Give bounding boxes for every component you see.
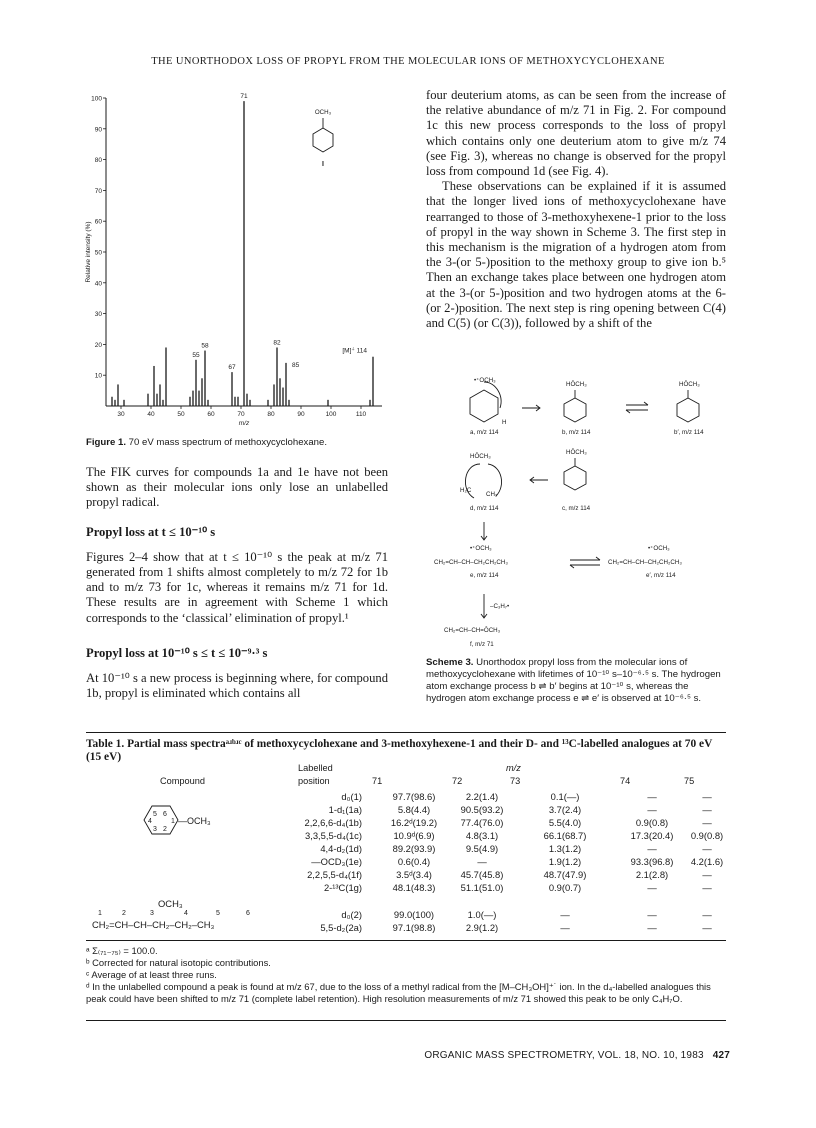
x-tick-label: 90 [297, 411, 305, 418]
intensity-cell: 48.7(47.9) [543, 869, 587, 880]
intensity-cell: 93.3(96.8) [630, 856, 674, 867]
paragraph-right-1: four deuterium atoms, as can be seen from the increase of the relative abundance of m/z 71 in Fig. 2. For compound 1c this new process corresponds to the loss of propyl which contains only one deuterium atom to give m/z 74 (see Fig. 3), whereas no change is observed for the propyl loss from compound 1d (see Fig. 4). [426, 88, 726, 179]
paragraph-right-2: These observations can be explained if it is assumed that the longer lived ions of methoxycyclohexane have rearranged to those of 3-methoxyhexene-1 prior to the loss of propyl in the way shown in Scheme 3. The first step in this mechanism is the migration of a hydrogen atom from the 3-(or 5-)position to the methoxy group to give ion b.⁵ Then an exchange takes place between one hydrogen atom at the 3-(or 5-)position and two hydrogen atoms at the 6-(or 2-)position. The next step is ring opening between C(4) and C(5) (or C(3)), followed by a shift of the [426, 179, 726, 331]
intensity-cell: 1.9(1.2) [548, 856, 582, 867]
table-footnotes [86, 945, 726, 1005]
intensity-cell: — [702, 882, 712, 893]
ring-a [470, 390, 498, 422]
footnote-a: ᵃ Σ₍₇₁₋₇₅₎ = 100.0. [86, 945, 158, 956]
label-e-top: •⁺OCH₃ [470, 545, 492, 552]
ring-number-5: 5 [153, 811, 157, 818]
intensity-cell: 5.5(4.0) [548, 817, 582, 828]
intensity-cell: 90.5(93.2) [460, 804, 504, 815]
ring-number-1: 1 [171, 818, 175, 825]
x-tick-label: 40 [147, 411, 155, 418]
labelled-position-cell: d₀(1) [341, 791, 362, 802]
table-bottom-rule [86, 940, 726, 941]
label-c-caption: c, m/z 114 [562, 505, 591, 512]
intensity-cell: 0.9(0.8) [690, 830, 724, 841]
page-number: 427 [712, 1050, 730, 1061]
label-ep-top: •⁺OCH₃ [648, 545, 670, 552]
peak-label: 82 [273, 339, 281, 347]
table-1-title: Table 1. Partial mass spectraᵃʴᵇʴᶜ of methoxycyclohexane and 3-methoxyhexene-1 and their D- and ¹³C-labelled analogues at 70 eV (15 eV) [86, 738, 713, 763]
labelled-position-cell: 3,3,5,5-d₄(1c) [305, 830, 362, 841]
label-f-chain: CH₂=CH–CH=ÔCH₃ [444, 627, 501, 634]
label-bp-top: HÔCH₃ [679, 381, 700, 388]
intensity-cell: 0.1(—) [550, 791, 580, 802]
footnote-c: ᶜ Average of at least three runs. [86, 969, 217, 980]
x-tick-label: 30 [117, 411, 125, 418]
figure-1-chart [78, 88, 388, 427]
header-mz-71: 71 [372, 776, 383, 786]
intensity-cell: 0.6(0.4) [397, 856, 431, 867]
compound-cell [86, 829, 236, 842]
peak-label: 71 [240, 93, 248, 101]
peak-label: 67 [228, 364, 236, 372]
label-ch2: CH₂ [486, 491, 498, 498]
label-f-caption: f, m/z 71 [470, 641, 494, 648]
footnote-bottom-rule [86, 1020, 726, 1021]
compound-cell [86, 855, 236, 868]
label-e-caption: e, m/z 114 [470, 572, 499, 579]
labelled-position-cell: 2,2,5,5-d₄(1f) [307, 869, 362, 880]
compound-cell [86, 868, 236, 881]
label-d-caption: d, m/z 114 [470, 505, 499, 512]
paragraph-propyl-loss-2: At 10⁻¹⁰ s a new process is beginning where, for compound 1b, propyl is eliminated which contains all [86, 671, 388, 701]
intensity-cell: 77.4(76.0) [460, 817, 504, 828]
table-top-rule [86, 732, 726, 733]
intensity-cell: 45.7(45.8) [460, 869, 504, 880]
intensity-cell: — [647, 882, 657, 893]
intensity-cell: — [477, 856, 487, 867]
table-row [86, 908, 730, 921]
chart-axes [85, 96, 382, 428]
labelled-position-cell: 4,4-d₂(1d) [320, 843, 362, 854]
running-header: THE UNORTHODOX LOSS OF PROPYL FROM THE MOLECULAR IONS OF METHOXYCYCLOHEXANE [151, 56, 665, 67]
table-row [86, 816, 730, 829]
intensity-cell: 2.9(1.2) [465, 922, 499, 933]
table-row [86, 790, 730, 803]
label-a-caption: a, m/z 114 [470, 429, 499, 436]
intensity-cell: — [647, 791, 657, 802]
chart-bars [112, 101, 373, 406]
ring-substituent: —OCH₃ [178, 816, 211, 826]
chain-number-2: 2 [122, 910, 126, 917]
header-mz: m/z [506, 763, 521, 773]
label-e-chain: CH₂=CH–CH–CH₂CH₂CH₃ [434, 559, 508, 566]
chain-number-3: 3 [150, 910, 154, 917]
table-row [86, 829, 730, 842]
x-tick-label: 60 [207, 411, 215, 418]
table-row [86, 868, 730, 881]
label-c-top: HÔCH₃ [566, 449, 587, 456]
y-tick-label: 50 [94, 249, 102, 257]
ring-b [564, 398, 586, 422]
intensity-cell: — [702, 817, 712, 828]
intensity-cell: — [702, 843, 712, 854]
compound-cell [86, 816, 236, 829]
table-1-block-2 [86, 908, 730, 934]
compound-cell [86, 803, 236, 816]
table-row [86, 842, 730, 855]
intensity-cell: 1.3(1.2) [548, 843, 582, 854]
methoxycyclohexane-structure [313, 118, 333, 152]
x-tick-label: 50 [177, 411, 185, 418]
page-footer [424, 1050, 730, 1061]
y-tick-label: 20 [94, 341, 102, 349]
intensity-cell: 3.5ᵈ(3.4) [396, 869, 432, 880]
y-tick-label: 10 [94, 372, 102, 380]
compound-cell [86, 908, 236, 921]
intensity-cell: 97.7(98.6) [392, 791, 436, 802]
intensity-cell: 0.9(0.8) [635, 817, 669, 828]
label-ep-caption: e′, m/z 114 [646, 572, 676, 579]
labelled-position-cell: d₀(2) [341, 909, 362, 920]
peak-label: 85 [292, 361, 300, 369]
intensity-cell: — [702, 804, 712, 815]
compound-label: I [322, 161, 324, 168]
paragraph-fik: The FIK curves for compounds 1a and 1e have not been shown as their molecular ions only lose an unlabelled propyl radical. [86, 465, 388, 510]
right-column [426, 88, 726, 331]
intensity-cell: 4.2(1.6) [690, 856, 724, 867]
intensity-cell: — [647, 909, 657, 920]
intensity-cell: — [647, 804, 657, 815]
intensity-cell: 16.2ᵈ(19.2) [390, 817, 438, 828]
labelled-position-cell: 2,2,6,6-d₄(1b) [304, 817, 362, 828]
ring-number-6: 6 [163, 811, 167, 818]
intensity-cell: 4.8(3.1) [465, 830, 499, 841]
compound-cell [86, 921, 236, 934]
ring-number-3: 3 [153, 826, 157, 833]
y-tick-label: 100 [91, 95, 102, 103]
compound-cell [86, 842, 236, 855]
chart-labels [192, 93, 367, 371]
table-row [86, 881, 730, 894]
intensity-cell: — [702, 791, 712, 802]
intensity-cell: 66.1(68.7) [543, 830, 587, 841]
peak-label: 55 [192, 351, 200, 359]
intensity-cell: 2.2(1.4) [465, 791, 499, 802]
intensity-cell: — [702, 869, 712, 880]
chain-och3: OCH₃ [158, 898, 183, 909]
header-mz-72: 72 [452, 776, 463, 786]
compound-cell [86, 790, 236, 803]
intensity-cell: — [702, 909, 712, 920]
y-tick-label: 80 [94, 157, 102, 165]
label-bp-caption: b′, m/z 114 [674, 429, 704, 436]
table-row [86, 803, 730, 816]
y-tick-label: 90 [94, 126, 102, 134]
peak-label: [M]⁺̇ 114 [342, 347, 367, 355]
figure-1-caption: Figure 1. 70 eV mass spectrum of methoxycyclohexane. [86, 437, 328, 448]
labelled-position-cell: —OCD₃(1e) [311, 856, 362, 867]
header-labelled: Labelled [298, 763, 333, 773]
ring-b-prime [677, 398, 699, 422]
table-1-block-1 [86, 790, 730, 894]
structure-label: OCH₃ [314, 109, 332, 116]
header-mz-73: 73 [510, 776, 521, 786]
heading-propyl-loss-2: Propyl loss at 10⁻¹⁰ s ≤ t ≤ 10⁻⁹·³ s [86, 645, 268, 660]
label-b-caption: b, m/z 114 [562, 429, 591, 436]
ring-number-4: 4 [148, 818, 152, 825]
chain-number-6: 6 [246, 910, 250, 917]
y-tick-label: 70 [94, 187, 102, 195]
intensity-cell: 5.8(4.4) [397, 804, 431, 815]
intensity-cell: — [702, 922, 712, 933]
intensity-cell: 9.5(4.9) [465, 843, 499, 854]
scheme-3-diagram [430, 372, 730, 654]
intensity-cell: 2.1(2.8) [635, 869, 669, 880]
table-row [86, 855, 730, 868]
label-h3c: H₂C [460, 487, 472, 494]
intensity-cell: 10.9ᵈ(6.9) [393, 830, 435, 841]
intensity-cell: — [647, 922, 657, 933]
label-loss: –C₃H₇• [490, 603, 510, 610]
x-tick-label: 110 [355, 411, 367, 418]
label-d-top: HÔCH₃ [470, 453, 491, 460]
heading-propyl-loss-1: Propyl loss at t ≤ 10⁻¹⁰ s [86, 524, 216, 539]
peak-label: 58 [201, 342, 209, 350]
table-row [86, 921, 730, 934]
x-tick-label: 80 [267, 411, 275, 418]
y-tick-label: 60 [94, 218, 102, 226]
intensity-cell: 99.0(100) [393, 909, 435, 920]
ring-c [564, 466, 586, 490]
intensity-cell: 48.1(48.3) [392, 882, 436, 893]
label-h: H [502, 419, 507, 426]
header-compound: Compound [160, 776, 205, 786]
intensity-cell: — [647, 843, 657, 854]
intensity-cell: — [560, 922, 570, 933]
intensity-cell: 0.9(0.7) [548, 882, 582, 893]
label-a-top: •⁺OCH₃ [474, 377, 496, 384]
x-tick-label: 100 [325, 411, 337, 418]
y-tick-label: 40 [94, 280, 102, 288]
intensity-cell: 89.2(93.9) [392, 843, 436, 854]
label-b-top: HÔCH₃ [566, 381, 587, 388]
x-axis-label: m/z [238, 420, 250, 427]
paragraph-propyl-loss-1: Figures 2–4 show that at t ≤ 10⁻¹⁰ s the peak at m/z 71 generated from 1 shifts almost completely to m/z 72 for 1b and to m/z 73 for 1c, whereas it remains m/z 71 for 1d. These results are in agreement with Scheme 1 which corresponds to the ‘classical’ elimination of propyl.¹ [86, 549, 388, 625]
intensity-cell: 17.3(20.4) [630, 830, 674, 841]
header-mz-74: 74 [620, 776, 631, 786]
label-ep-chain: CH₂=CH–CH–CH₂CH₂CH₃ [608, 559, 682, 566]
x-tick-label: 70 [237, 411, 245, 418]
labelled-position-cell: 5,5-d₂(2a) [320, 922, 362, 933]
header-position: position [298, 776, 330, 786]
compound-cell [86, 881, 236, 894]
intensity-cell: 51.1(51.0) [460, 882, 504, 893]
footnote-b: ᵇ Corrected for natural isotopic contributions. [86, 957, 271, 968]
footnote-d: ᵈ In the unlabelled compound a peak is found at m/z 67, due to the loss of a methyl radical from the [M–CH₃OH]⁺˙ ion. In the d₄-labelled analogues this peak could have been shifted to m/z 71 (complete label retention). High resolution measurements of m/z 71 showed this peak to be only C₄H₇O. [86, 981, 711, 1004]
chain-number-4: 4 [184, 910, 188, 917]
scheme-3-caption: Scheme 3. Unorthodox propyl loss from the molecular ions of methoxycyclohexane with lifetimes of 10⁻¹⁰ s–10⁻⁶·⁵ s. The hydrogen atom exchange process b ⇌ b′ begins at 10⁻¹⁰ s, whereas the hydrogen atom exchange process e ⇌ e′ is observed at 10⁻⁶·⁵ s. [426, 657, 721, 704]
intensity-cell: — [560, 909, 570, 920]
chain-number-5: 5 [216, 910, 220, 917]
labelled-position-cell: 1-d₁(1a) [328, 804, 362, 815]
chain-formula: CH₂=CH–CH–CH₂–CH₂–CH₃ [92, 919, 215, 930]
intensity-cell: 1.0(—) [467, 909, 497, 920]
left-column [86, 465, 388, 701]
ring-number-2: 2 [163, 826, 167, 833]
journal-citation: ORGANIC MASS SPECTROMETRY, VOL. 18, NO. 10, 1983 [424, 1050, 704, 1061]
intensity-cell: 97.1(98.8) [392, 922, 436, 933]
y-tick-label: 30 [94, 311, 102, 319]
intensity-cell: 3.7(2.4) [548, 804, 582, 815]
header-mz-75: 75 [684, 776, 695, 786]
labelled-position-cell: 2-¹³C(1g) [323, 882, 362, 893]
y-axis-label: Relative intensity (%) [85, 221, 92, 283]
chain-number-1: 1 [98, 910, 102, 917]
